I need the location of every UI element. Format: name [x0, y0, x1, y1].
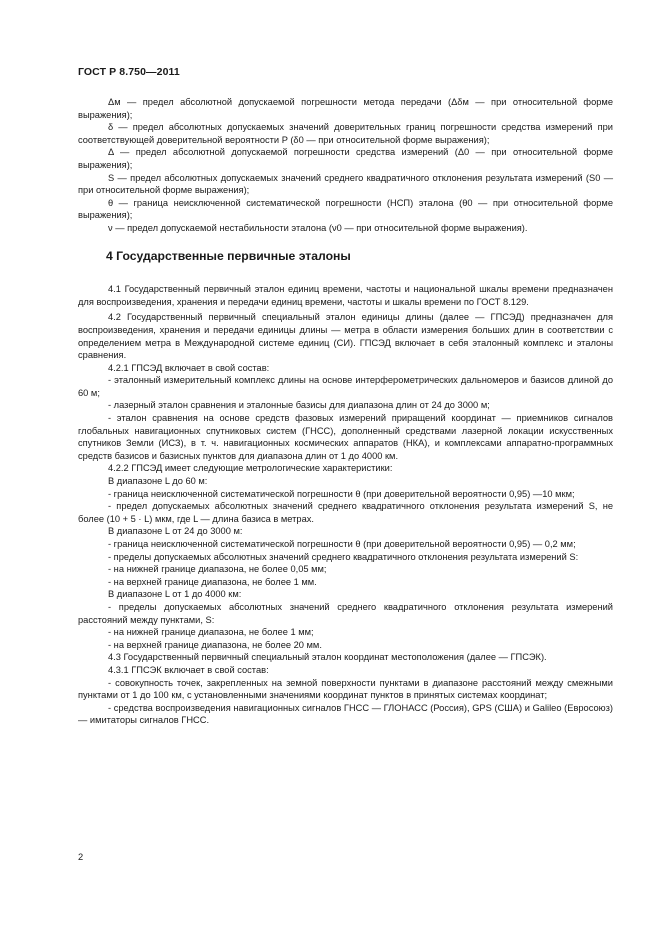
list-item: - на нижней границе диапазона, не более 1 мм; [108, 627, 314, 638]
paragraph: 4.2.2 ГПСЭД имеет следующие метрологические характеристики: [108, 463, 393, 474]
paragraph: 4.3.1 ГПСЭК включает в свой состав: [108, 664, 269, 675]
range-heading: В диапазоне L до 60 м: [108, 476, 208, 487]
paragraph: 4.2 Государственный первичный специальный эталон единицы длины (далее — ГПСЭД) предназначен для воспроизведения, хранения и передачи единицы длины — метра в области измерения больших длин в соответствии с определением метра в Международной системе единиц (СИ). ГПСЭД включает в себя эталонный комплекс и эталоны сравнения. [78, 312, 613, 361]
list-item: - граница неисключенной систематической погрешности θ (при доверительной вероятности 0,95) —10 мкм; [108, 488, 575, 499]
list-item: - пределы допускаемых абсолютных значений среднего квадратичного отклонения результата измерений S: [108, 551, 579, 562]
page-number: 2 [78, 852, 84, 862]
list-item: - на верхней границе диапазона, не более 1 мм. [108, 576, 317, 587]
range-heading: В диапазоне L от 1 до 4000 км: [108, 589, 242, 600]
list-item: - на верхней границе диапазона, не более 20 мм. [108, 639, 322, 650]
definition-s: S — предел абсолютных допускаемых значений среднего квадратичного отклонения результата измерений (S0 — при относительной форме выражения); [78, 172, 613, 196]
list-item: - лазерный эталон сравнения и эталонные базисы для диапазона длин от 24 до 3000 м; [108, 400, 490, 411]
paragraph: 4.3 Государственный первичный специальный эталон координат местоположения (далее — ГПСЭК). [108, 652, 547, 663]
definition-theta: θ — граница неисключенной систематической погрешности (НСП) эталона (θ0 — при относительной форме выражения); [78, 197, 613, 221]
definition-delta: Δ — предел абсолютной допускаемой погрешности средства измерений (Δ0 — при относительной форме выражения); [78, 147, 613, 170]
paragraph: 4.2.1 ГПСЭД включает в свой состав: [108, 362, 270, 373]
list-item: - граница неисключенной систематической погрешности θ (при доверительной вероятности 0,95) — 0,2 мм; [108, 539, 576, 549]
section-title: 4 Государственные первичные эталоны [106, 248, 351, 263]
document-header: ГОСТ Р 8.750—2011 [78, 66, 180, 78]
list-item: - эталон сравнения на основе средств фазовых измерений приращений координат — приемников сигналов глобальных навигационных спутниковых систем (ГНСС), дополненный средствами лазерной локации искусственных спутников Земли (ИСЗ), в т. ч. навигационных космических аппаратов (НКА), и комплексами аппаратно-программных средств базисов и базисных пунктов для диапазона длин от 1 до 4000 км. [78, 413, 613, 461]
list-item: - предел допускаемых абсолютных значений среднего квадратичного отклонения результата измерений S, не более (10 + 5 · L) мкм, где L — длина базиса в метрах. [78, 501, 613, 524]
list-item: - совокупность точек, закрепленных на земной поверхности пунктами в диапазоне расстояний между смежными пунктами от 1 до 100 км, с установленными значениями координат пунктов в принятых системах координат; [78, 677, 613, 701]
list-item: - средства воспроизведения навигационных сигналов ГНСС — ГЛОНАСС (Россия), GPS (США) и Galileo (Евросоюз) — имитаторы сигналов ГНСС. [78, 702, 613, 726]
definition-delta-m: Δм — предел абсолютной допускаемой погрешности метода передачи (Δδм — при относительной форме выражения); [78, 97, 613, 120]
list-item: - пределы допускаемых абсолютных значений среднего квадратичного отклонения результата измерений расстояний между пунктами, S: [78, 601, 613, 625]
paragraph: 4.1 Государственный первичный эталон единиц времени, частоты и национальной шкалы времени предназначен для воспроизведения, хранения и передачи единиц времени, частоты и шкалы времени по ГОСТ 8.129. [78, 284, 613, 307]
page-content [78, 96, 613, 727]
list-item: - на нижней границе диапазона, не более 0,05 мм; [108, 564, 327, 575]
definition-delta-small: δ — предел абсолютных допускаемых значений доверительных границ погрешности средства измерений при соответствующей доверительной вероятности P (δ0 — при относительной форме выражения); [78, 122, 613, 145]
definition-nu: ν — предел допускаемой нестабильности эталона (ν0 — при относительной форме выражения). [108, 222, 528, 233]
list-item: - эталонный измерительный комплекс длины на основе интерферометрических дальномеров и базисов длиной до 60 м; [78, 375, 613, 398]
range-heading: В диапазоне L от 24 до 3000 м: [108, 526, 243, 537]
